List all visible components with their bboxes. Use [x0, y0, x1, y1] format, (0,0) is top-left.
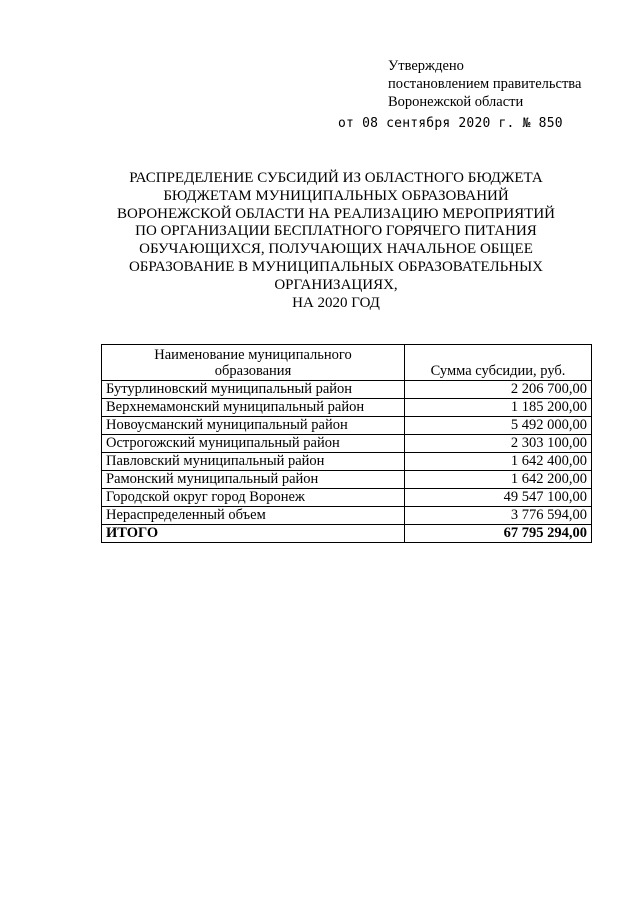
subsidy-amount: 1 642 400,00	[405, 453, 592, 471]
municipality-name: Павловский муниципальный район	[102, 453, 405, 471]
title-line: ОБРАЗОВАНИЕ В МУНИЦИПАЛЬНЫХ ОБРАЗОВАТЕЛЬНЫХ	[128, 258, 544, 275]
subsidy-table	[101, 344, 592, 543]
title-line: ОБУЧАЮЩИХСЯ, ПОЛУЧАЮЩИХ НАЧАЛЬНОЕ ОБЩЕЕ	[139, 241, 533, 258]
municipality-name: Бутурлиновский муниципальный район	[102, 381, 405, 399]
subsidy-amount: 1 185 200,00	[405, 399, 592, 417]
column-header-municipality-line1: Наименование муниципального	[154, 347, 352, 363]
municipality-name: Верхнемамонский муниципальный район	[102, 399, 405, 417]
total-amount: 67 795 294,00	[405, 525, 592, 543]
total-label: ИТОГО	[102, 525, 405, 543]
table-row	[102, 471, 592, 489]
column-header-municipality	[102, 345, 405, 381]
subsidy-amount: 2 206 700,00	[405, 381, 592, 399]
decree-reference: от 08 сентября 2020 г. № 850	[338, 116, 563, 131]
table-row	[102, 453, 592, 471]
subsidy-amount: 2 303 100,00	[405, 435, 592, 453]
title-line: НА 2020 ГОД	[292, 294, 380, 311]
table-row	[102, 507, 592, 525]
municipality-name: Нераспределенный объем	[102, 507, 405, 525]
approval-label: Утверждено	[388, 58, 464, 74]
municipality-name: Рамонский муниципальный район	[102, 471, 405, 489]
municipality-name: Новоусманский муниципальный район	[102, 417, 405, 435]
subsidy-amount: 3 776 594,00	[405, 507, 592, 525]
document-title	[110, 170, 562, 312]
approval-block	[388, 57, 581, 111]
table-row	[102, 381, 592, 399]
table-row	[102, 435, 592, 453]
subsidy-amount: 49 547 100,00	[405, 489, 592, 507]
title-line: ОРГАНИЗАЦИЯХ,	[274, 276, 398, 293]
subsidy-amount: 5 492 000,00	[405, 417, 592, 435]
subsidy-amount: 1 642 200,00	[405, 471, 592, 489]
approval-authority: Воронежской области	[388, 94, 524, 110]
column-header-subsidy-sum: Сумма субсидии, руб.	[405, 345, 592, 381]
table-header-row	[102, 345, 592, 381]
municipality-name: Городской округ город Воронеж	[102, 489, 405, 507]
table-row	[102, 489, 592, 507]
title-line: БЮДЖЕТАМ МУНИЦИПАЛЬНЫХ ОБРАЗОВАНИЙ	[163, 187, 509, 204]
approval-by-decree: постановлением правительства	[388, 76, 582, 92]
title-line: РАСПРЕДЕЛЕНИЕ СУБСИДИЙ ИЗ ОБЛАСТНОГО БЮДЖЕТА	[129, 170, 543, 186]
table-row	[102, 399, 592, 417]
municipality-name: Острогожский муниципальный район	[102, 435, 405, 453]
title-line: ВОРОНЕЖСКОЙ ОБЛАСТИ НА РЕАЛИЗАЦИЮ МЕРОПРИЯТИЙ	[116, 205, 556, 222]
table-row	[102, 417, 592, 435]
title-line: ПО ОРГАНИЗАЦИИ БЕСПЛАТНОГО ГОРЯЧЕГО ПИТАНИЯ	[135, 223, 537, 240]
table-total-row	[102, 525, 592, 543]
column-header-municipality-line2: образования	[214, 363, 292, 379]
